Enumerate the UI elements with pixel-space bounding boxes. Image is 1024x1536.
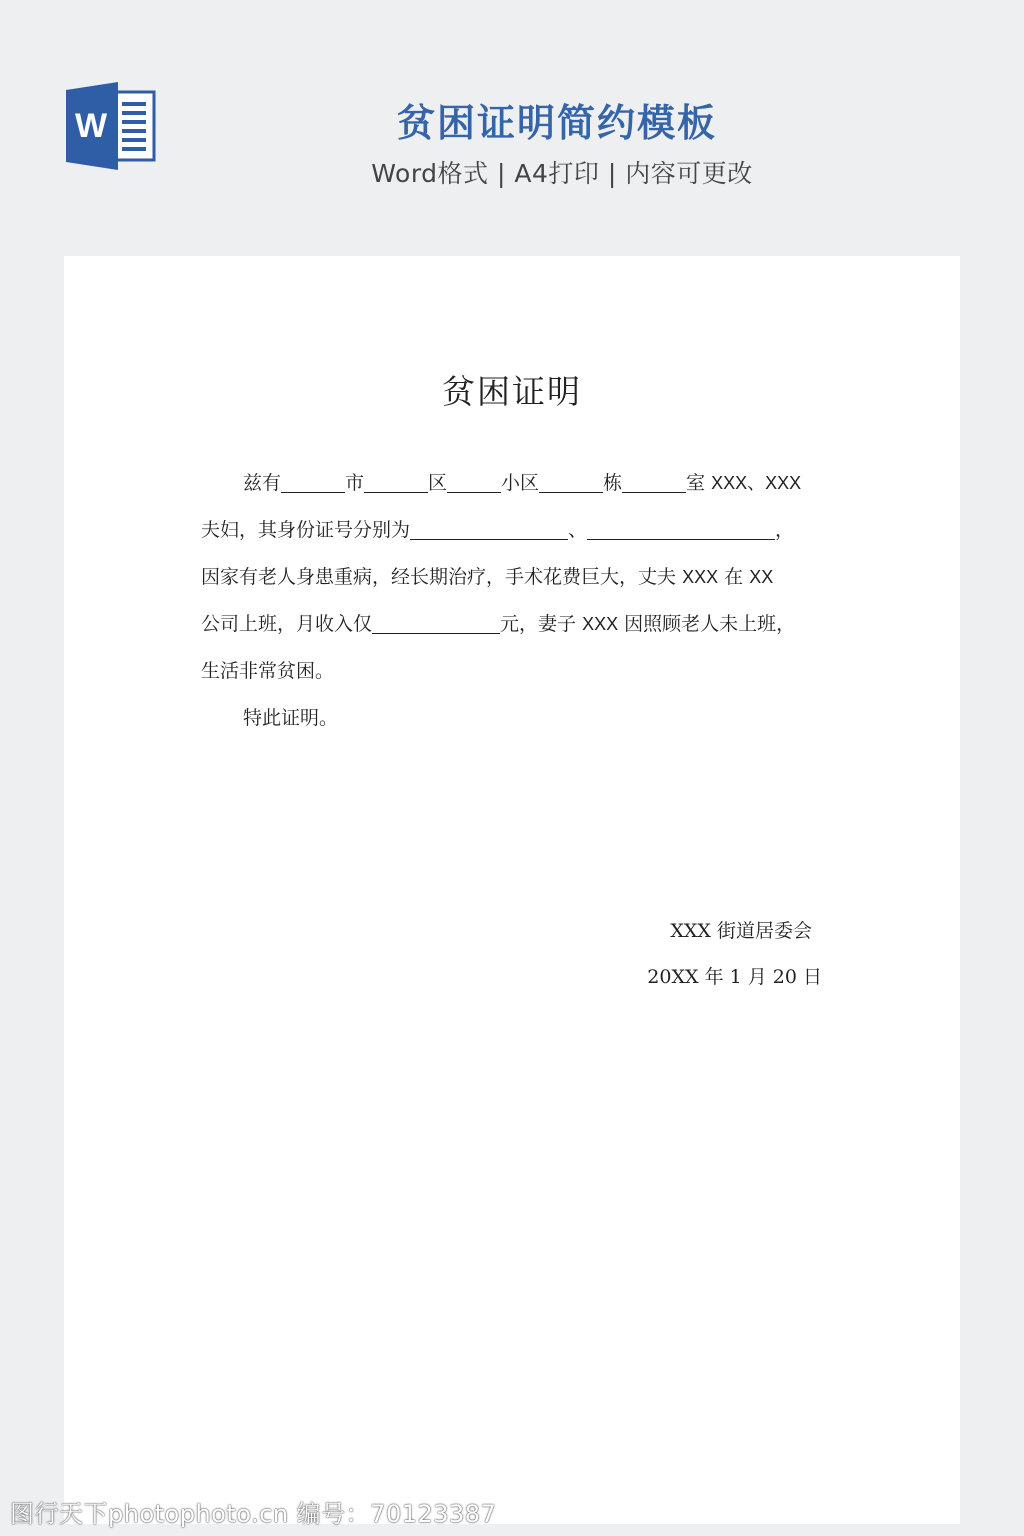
text-segment: XXX <box>682 567 719 587</box>
paragraph-line-5: 生活非常贫困。 <box>201 660 335 682</box>
text-segment: 栋 <box>603 472 623 494</box>
blank-city <box>281 470 345 493</box>
page-subtitle: Word格式 | A4打印 | 内容可更改 <box>371 159 753 188</box>
closing-line: 特此证明。 <box>243 707 339 729</box>
text-segment: 市 <box>345 472 365 494</box>
blank-income <box>372 611 500 634</box>
blank-building <box>539 470 603 493</box>
text-segment: 室 <box>686 472 706 494</box>
text-segment: 、 <box>568 519 588 541</box>
text-segment: 因照顾老人未上班， <box>624 613 796 635</box>
blank-id-2 <box>587 517 775 540</box>
paragraph-line-2 <box>201 511 831 558</box>
text-segment: XX <box>749 567 774 587</box>
text-segment: XXX、XXX <box>711 473 802 493</box>
text-segment: 区 <box>428 472 448 494</box>
text-segment: XXX <box>582 614 619 634</box>
text-segment: 小区 <box>501 472 540 494</box>
page-title: 贫困证明简约模板 <box>396 101 717 145</box>
text-segment: 公司上班，月收入仅 <box>201 613 373 635</box>
svg-text:W: W <box>74 107 108 145</box>
blank-id-1 <box>410 517 568 540</box>
paragraph-line-3 <box>201 558 831 605</box>
signature-organization: XXX 街道居委会 <box>670 920 812 942</box>
paragraph-line-4 <box>201 605 831 652</box>
blank-room <box>622 470 686 493</box>
signature-date: 20XX 年 1 月 20 日 <box>647 966 822 988</box>
text-segment: 元，妻子 <box>500 613 577 635</box>
document-body <box>201 464 831 746</box>
text-segment: ， <box>775 519 795 541</box>
document-title: 贫困证明 <box>442 372 582 411</box>
text-segment: 因家有老人身患重病，经长期治疗，手术花费巨大，丈夫 <box>201 566 677 588</box>
document-page <box>64 256 960 1524</box>
paragraph-line-1 <box>201 464 831 511</box>
blank-community <box>447 470 501 493</box>
header <box>0 0 1024 240</box>
text-segment: 兹有 <box>243 472 282 494</box>
watermark: 图行天下photophoto.cn 编号：70123387 <box>10 1500 497 1528</box>
blank-district <box>364 470 428 493</box>
text-segment: 在 <box>724 566 744 588</box>
text-segment: 夫妇，其身份证号分别为 <box>201 519 411 541</box>
